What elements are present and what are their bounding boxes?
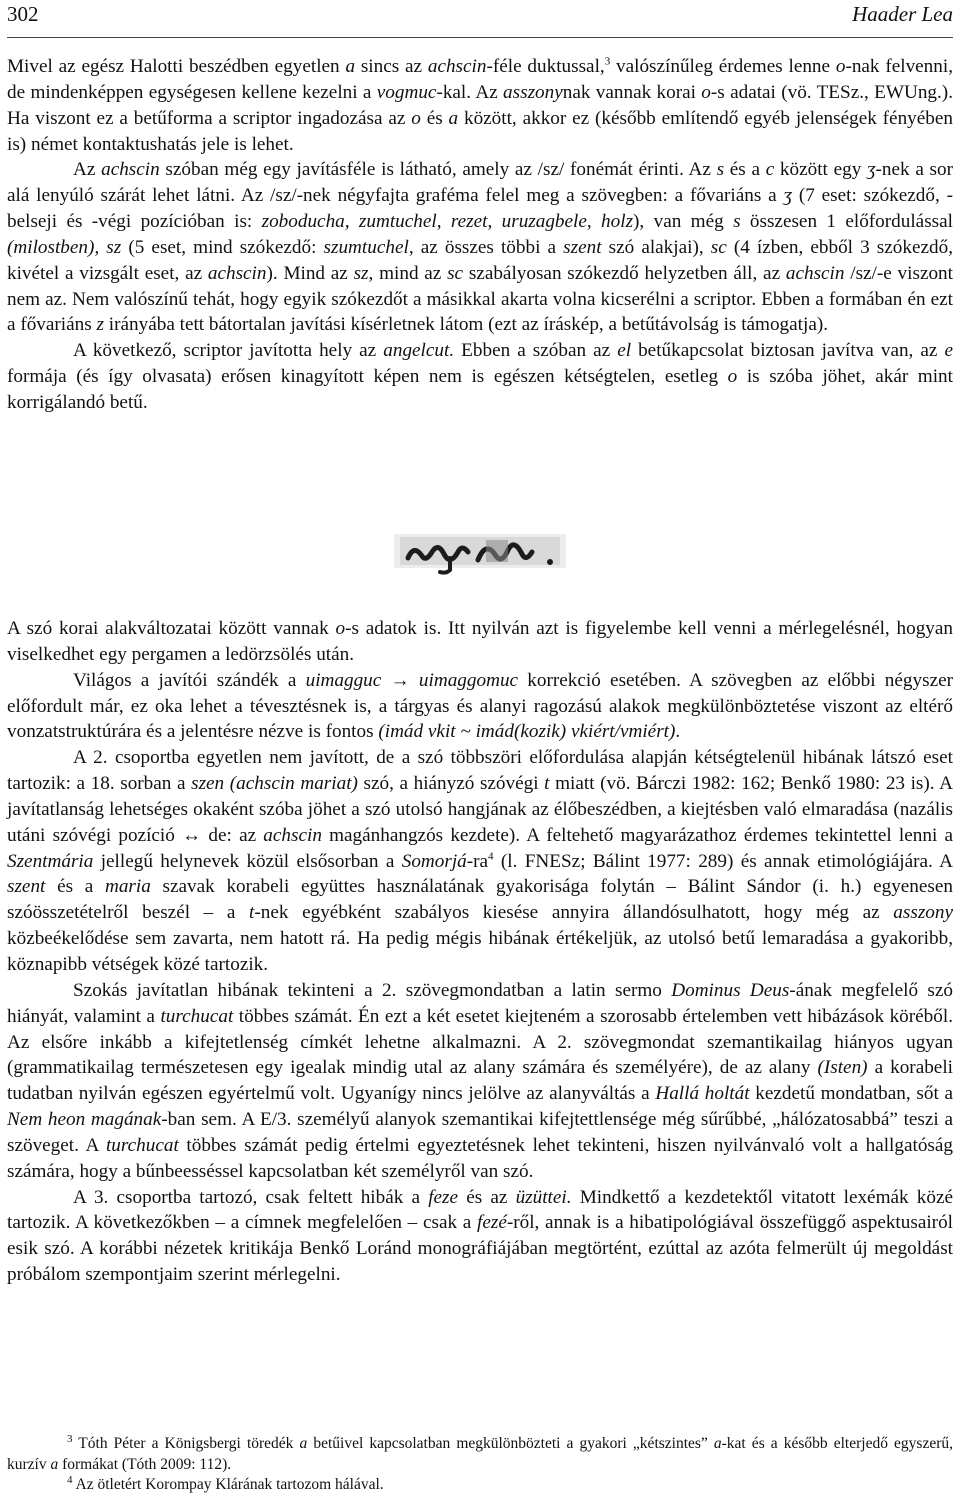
footnote-4: $^4$ Az ötletért Korompay Klárának tartozom hálával. xyxy=(67,1473,384,1493)
body-text-bottom xyxy=(7,616,953,1288)
paragraph-8: A 3. csoportba tartozó, csak feltett hibák a feze és az üzüttei. Mindkettő a kezdetektől vitatott lexémák közé tartozik. A következőkben – a címnek megfelelően – csak a fezé-ről, annak is a hibatipológiával összefüggő aspektusairól esik szó. A korábbi nézetek kritikája Benkő Loránd monográfiájában megtörtént, ezúttal az azóta felmerült új megoldást próbálom szempontjaim szerint mérlegelni. xyxy=(7,1186,953,1286)
paragraph-4: A szó korai alakváltozatai között vannak o-s adatok is. Itt nyilván azt is figyelembe kell venni a mérlegelésnél, hogyan viselkedhet egy pergamen a ledörzsölés után. xyxy=(7,618,953,665)
footnotes xyxy=(7,1434,953,1496)
manuscript-image-angelcut xyxy=(390,528,570,576)
body-text-top xyxy=(7,54,953,416)
paragraph-1: Mivel az egész Halotti beszédben egyetlen a sincs az achscin-féle duktussal,$^3$ valószínűleg érdemes lenne o-nak felvenni, de mindenképpen egységesen kellene kezelni a vogmuc-kal. Az asszonynak vannak korai o-s adatai (vö. TESz., EWUng.). Ha viszont ez a betűforma a scriptor ingadozása az o és a között, akkor ez (később említendő egyéb jelenségek fényében is) német kontaktushatás jele is lehet. xyxy=(7,55,953,155)
paragraph-7: Szokás javítatlan hibának tekinteni a 2. szövegmondatban a latin sermo Dominus Deus-ának megfelelő szó hiányát, valamint a turchucat többes számát. Én ezt a két esetet kiejteném a szorosabb értelemben vett hibázások köréből. Az elsőre inkább a kifejtetlenség címkét lehetne alkalmazni. A 2. szövegmondat szemantikailag hiányos ugyan (grammatikailag természetesen egy igealak mindig utal az alany számára és személyére), de az alany (Isten) a korabeli tudatban nyilván egészen egyértelmű volt. Ugyanígy nincs jelölve az alanyváltás a Hallá holtát kezdetű mondatban, sőt a Nem heon magának-ban sem. A E/3. személyű alanyok szemantikai kifejtettlensége még sűrűbbé, „hálózatosabbá” teszi a szöveget. A turchucat többes számát pedig értelmi egyeztetésnek lehet tekinteni, hiszen nyilvánvaló volt a hallgatóság számára, hogy a bűnbeesséssel kapcsolatban két személyről van szó. xyxy=(7,979,954,1182)
running-title: Haader Lea xyxy=(852,2,953,26)
footnote-ref-4: 4 xyxy=(488,850,494,863)
paragraph-6: A 2. csoportba egyetlen nem javított, de a szó többszöri előfordulása alapján kétségtelenül hibának látszó eset tartozik: a 18. sorban a szen (achscin mariat) szó, a hiányzó szóvégi t miatt (vö. Bárczi 1982: 162; Benkő 1980: 23 is). A javítatlanság lehetséges okaként szóba jöhet a szó utolsó hangjának az élőbeszédben, a kiejtésben való elmaradása (nazális utáni szóvégi pozíció ↔ de: az achscin magánhangzós kezdete). A feltehető magyarázathoz érdemes tekintettel lenni a Szentmária jellegű helynevek közül elsősorban a Somorjá-$ra^4$ (l. FNESz; Bálint 1977: 289) és annak etimológiájára. A szent és a maria szavak korabeli együttes használatának gyakorisága folytán – Bálint Sándor (i. h.) egyenesen szóösszetételről beszél – a t-nek egyébként szabályos kiesése annyira állandósulhatott, hogy még az asszony közbeékelődése sem zavarta, nem hatott rá. Ha pedig mégis hibának értékeljük, az utolsó betű lemaradása a gyakoribb, köznapibb vétségek közé tartozik. xyxy=(7,747,953,975)
footnote-3: $^3$ Tóth Péter a Königsbergi töredék a betűivel kapcsolatban megkülönbözteti a gyakori „kétszintes” a-kat és a később elterjedő egyszerű, kurzív a formákat (Tóth 2009: 112). xyxy=(7,1432,953,1473)
running-header xyxy=(7,2,953,30)
manuscript-word-image xyxy=(390,528,570,576)
paragraph-3: A következő, scriptor javította hely az angelcut. Ebben a szóban az el betűkapcsolat biztosan javítva van, az e formája (és így olvasata) erősen kinagyított képen nem is egészen kétségtelen, esetleg o is szóba jöhet, akár mint korrigálandó betű. xyxy=(7,340,954,413)
paragraph-2: Az achscin szóban még egy javításféle is látható, amely az /sz/ fonémát érinti. Az s és a c között egy ʒ-nek a sor alá lenyúló szárát lehet látni. Az /sz/-nek négyfajta graféma felel meg a szövegben: a fővariáns a ʒ (7 eset: szókezdő, -belseji és -végi pozícióban is: zoboducha, zumtuchel, rezet, uruzagbele, holz), van még s összesen 1 előfordulással (milostben), sz (5 eset, mind szókezdő: szumtuchel, az összes többi a szent szó alakjai), sc (4 ízben, ebből 3 szókezdő, kivétel a vizsgált eset, az achscin). Mind az sz, mind az sc szabályosan szókezdő helyzetben áll, az achscin /sz/-e viszont nem az. Nem valószínű tehát, hogy egyik szókezdőt a másikkal akarta volna kicserélni a scriptor. Ebben a formában én ezt a fővariáns z irányába tett bátortalan javítási kísérletnek látom (ezt az íráskép, a betűtávolság is támogatja). xyxy=(7,159,954,336)
page-number: 302 xyxy=(7,2,39,26)
header-rule xyxy=(7,37,953,38)
paragraph-5: Világos a javítói szándék a uimagguc → uimaggomuc korrekció esetében. A szövegben az előbbi négyszer előfordult már, ez oka lehet a tévesztésnek is, a tárgyas és alanyi ragozású alakok megkülönböztetése viszont az eltérő vonzatstruktúrára és a jelentésre nézve is fontos (imád vkit ~ imád(kozik) vkiért/vmiért). xyxy=(7,669,953,743)
footnote-ref-3: 3 xyxy=(604,55,611,68)
